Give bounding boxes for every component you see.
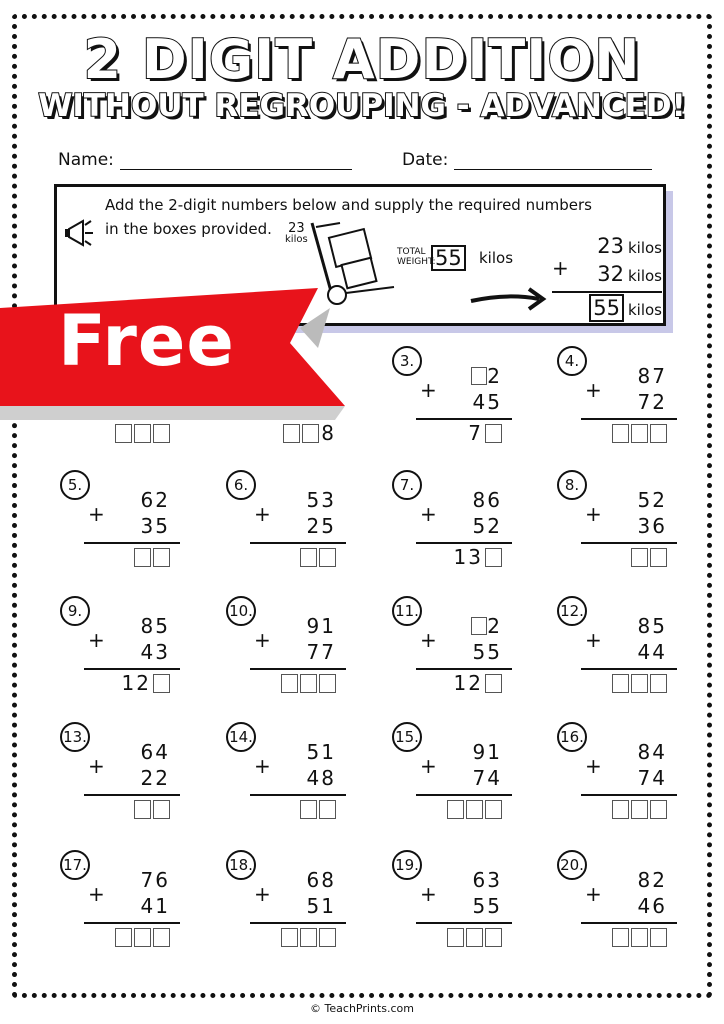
sum-line [581,794,677,796]
problem-18 [226,850,346,960]
answer-given-digits: 12 [121,671,151,695]
answer-box[interactable] [319,800,336,819]
sum-line [416,418,512,420]
answer-area [447,798,502,820]
plus-sign: + [88,754,105,778]
problem-top-addend [638,488,667,512]
problem-top-digits: 91 [306,614,336,638]
problem-7 [392,470,512,580]
problem-bottom-addend: 77 [306,640,336,664]
problem-top-digits: 62 [140,488,170,512]
plus-sign: + [585,628,602,652]
problem-number: 12. [557,596,587,626]
name-line[interactable] [120,152,352,170]
answer-box[interactable] [485,928,502,947]
answer-box[interactable] [153,424,170,443]
answer-box[interactable] [300,800,317,819]
problem-number: 11. [392,596,422,626]
answer-box[interactable] [281,674,298,693]
answer-box[interactable] [631,928,648,947]
problem-bottom-addend: 45 [472,390,502,414]
answer-area [612,798,667,820]
problem-number: 9. [60,596,90,626]
answer-box[interactable] [300,928,317,947]
problem-top-digits: 76 [140,868,170,892]
plus-sign: + [585,378,602,402]
answer-area [300,546,336,568]
problem-bottom-addend: 48 [306,766,336,790]
sum-line [581,922,677,924]
sum-line [250,668,346,670]
instruction-line2: in the boxes provided. [105,220,272,238]
problem-1 [60,346,180,456]
answer-box[interactable] [631,674,648,693]
problem-14 [226,722,346,832]
problem-bottom-addend: 41 [140,894,170,918]
problem-bottom-addend: 35 [140,514,170,538]
answer-box[interactable] [319,674,336,693]
problem-3 [392,346,512,456]
answer-area [134,546,170,568]
problem-top-digits: 87 [637,364,667,388]
date-line[interactable] [454,152,652,170]
problem-top-addend [471,364,502,388]
answer-box[interactable] [153,674,170,693]
plus-sign: + [420,628,437,652]
problem-number: 13. [60,722,90,752]
answer-box[interactable] [612,674,629,693]
problem-number: 16. [557,722,587,752]
answer-box[interactable] [650,674,667,693]
answer-box[interactable] [447,800,464,819]
free-ribbon-text: Free [58,300,235,382]
problem-bottom-addend: 74 [637,766,667,790]
cart-label-num: 23 [288,221,305,236]
problem-top-digits: 84 [637,740,667,764]
problem-top-digits: 68 [306,868,336,892]
answer-area [283,422,336,444]
problem-bottom-addend: 44 [637,640,667,664]
problem-top-digits: 2 [487,614,502,638]
answer-box[interactable] [631,800,648,819]
sum-line [84,668,180,670]
problem-top-digits: 85 [140,614,170,638]
problem-20 [557,850,677,960]
answer-box[interactable] [447,928,464,947]
plus-sign: + [254,628,271,652]
sum-line [416,668,512,670]
answer-area [115,926,170,948]
arrow-right-icon [467,283,547,313]
answer-box[interactable] [153,800,170,819]
plus-sign: + [88,628,105,652]
date-field [402,150,652,170]
problem-11 [392,596,512,706]
sum-line [581,418,677,420]
problem-top-addend [471,614,502,638]
problem-number: 14. [226,722,256,752]
cart-label-unit: kilos [285,234,308,245]
problem-bottom-addend: 36 [637,514,667,538]
example-top: 23 [597,234,624,258]
answer-area [468,422,502,444]
sum-line [581,668,677,670]
problem-top-addend [141,488,170,512]
plus-sign: + [88,882,105,906]
answer-box[interactable] [300,674,317,693]
answer-box[interactable] [466,928,483,947]
problem-number: 7. [392,470,422,500]
answer-box[interactable] [485,548,502,567]
problem-top-digits: 85 [637,614,667,638]
problem-number: 5. [60,470,90,500]
problem-top-addend [473,488,502,512]
problem-top-addend [307,488,336,512]
answer-box[interactable] [134,800,151,819]
answer-box[interactable] [115,424,132,443]
problem-top-addend [307,868,336,892]
problem-top-addend [307,740,336,764]
sum-line [416,794,512,796]
example-plus-sign: + [552,256,569,280]
answer-area [447,926,502,948]
answer-box[interactable] [650,928,667,947]
example-sum-line [552,291,662,293]
problem-number: 6. [226,470,256,500]
problem-top-digits: 91 [472,740,502,764]
answer-box[interactable] [302,424,319,443]
sum-line [84,922,180,924]
answer-box[interactable] [631,424,648,443]
problem-number: 19. [392,850,422,880]
problem-number: 8. [557,470,587,500]
answer-box[interactable] [650,424,667,443]
plus-sign: + [420,378,437,402]
problem-top-digits: 64 [140,740,170,764]
sum-line [581,542,677,544]
problem-2 [226,346,346,456]
answer-box[interactable] [319,928,336,947]
answer-box[interactable] [134,548,151,567]
problem-6 [226,470,346,580]
example-top-unit: kilos [627,239,662,257]
name-field [58,150,352,170]
answer-box[interactable] [153,928,170,947]
answer-box[interactable] [153,548,170,567]
answer-given-digits: 13 [453,545,483,569]
problem-bottom-addend: 52 [472,514,502,538]
megaphone-icon [63,211,103,251]
problem-number: 10. [226,596,256,626]
problem-top-addend [473,868,502,892]
sum-line [416,542,512,544]
problem-bottom-addend: 55 [472,640,502,664]
problem-bottom-addend: 72 [637,390,667,414]
problem-top-addend [638,614,667,638]
problem-top-addend [141,868,170,892]
answer-area [631,546,667,568]
answer-area [612,926,667,948]
problem-16 [557,722,677,832]
plus-sign: + [254,502,271,526]
plus-sign: + [88,502,105,526]
problem-number: 17. [60,850,90,880]
answer-box[interactable] [631,548,648,567]
plus-sign: + [420,502,437,526]
problem-number: 20. [557,850,587,880]
answer-box[interactable] [115,928,132,947]
answer-box[interactable] [300,548,317,567]
answer-area [454,672,502,694]
problem-number: 15. [392,722,422,752]
problem-top-addend [141,614,170,638]
example-problem [552,233,662,323]
answer-box[interactable] [134,928,151,947]
answer-box[interactable] [485,800,502,819]
problem-top-digits: 52 [637,488,667,512]
answer-box[interactable] [650,548,667,567]
problem-top-digits: 86 [472,488,502,512]
plus-sign: + [585,754,602,778]
footer-copyright: © TeachPrints.com [310,1002,414,1015]
problem-10 [226,596,346,706]
answer-box[interactable] [612,928,629,947]
total-weight-unit: kilos [479,249,514,267]
answer-given-digits: 8 [321,421,336,445]
plus-sign: + [585,882,602,906]
sum-line [84,794,180,796]
total-weight-label: TOTAL WEIGHT: [397,247,436,267]
problem-number: 18. [226,850,256,880]
example-answer-unit: kilos [627,301,662,319]
answer-box[interactable] [485,674,502,693]
answer-given-digits: 12 [453,671,483,695]
sum-line [250,794,346,796]
problem-9 [60,596,180,706]
answer-area [454,546,502,568]
missing-digit-box[interactable] [471,367,487,385]
problem-8 [557,470,677,580]
plus-sign: + [254,882,271,906]
problem-17 [60,850,180,960]
plus-sign: + [585,502,602,526]
answer-box[interactable] [612,800,629,819]
instruction-line1: Add the 2-digit numbers below and supply the required numbers [105,196,592,214]
problem-top-digits: 82 [637,868,667,892]
answer-box[interactable] [612,424,629,443]
answer-box[interactable] [283,424,300,443]
answer-box[interactable] [134,424,151,443]
date-label: Date: [402,150,449,170]
answer-area [612,422,667,444]
sum-line [416,922,512,924]
example-bottom: 32 [597,262,624,286]
problem-top-digits: 63 [472,868,502,892]
example-bottom-unit: kilos [627,267,662,285]
answer-box[interactable] [319,548,336,567]
answer-area [122,672,170,694]
problem-12 [557,596,677,706]
answer-area [115,422,170,444]
total-weight-value: 55 [431,245,466,271]
problem-bottom-addend: 74 [472,766,502,790]
answer-box[interactable] [485,424,502,443]
problem-top-addend [307,614,336,638]
answer-box[interactable] [281,928,298,947]
answer-box[interactable] [466,800,483,819]
answer-area [612,672,667,694]
problem-bottom-addend: 25 [306,514,336,538]
answer-given-digits: 7 [468,421,483,445]
problem-top-digits: 51 [306,740,336,764]
problem-top-addend [638,740,667,764]
answer-area [134,798,170,820]
page-title: 2 DIGIT ADDITION [83,28,641,91]
problem-bottom-addend: 55 [472,894,502,918]
sum-line [84,542,180,544]
problem-top-addend [638,364,667,388]
problem-top-addend [638,868,667,892]
problem-top-addend [141,740,170,764]
answer-area [300,798,336,820]
problem-top-digits: 53 [306,488,336,512]
answer-box[interactable] [650,800,667,819]
sum-line [250,922,346,924]
missing-digit-box[interactable] [471,617,487,635]
problem-bottom-addend: 51 [306,894,336,918]
plus-sign: + [254,754,271,778]
problem-number: 3. [392,346,422,376]
problem-bottom-addend: 22 [140,766,170,790]
plus-sign: + [420,882,437,906]
problem-4 [557,346,677,456]
problem-bottom-addend: 46 [637,894,667,918]
answer-area [281,672,336,694]
example-answer: 55 [589,294,624,322]
problem-19 [392,850,512,960]
answer-area [281,926,336,948]
page-subtitle: WITHOUT REGROUPING - ADVANCED! [38,88,686,124]
problem-number: 4. [557,346,587,376]
problem-13 [60,722,180,832]
plus-sign: + [420,754,437,778]
problem-top-addend [473,740,502,764]
problem-top-digits: 2 [487,364,502,388]
problem-bottom-addend: 43 [140,640,170,664]
sum-line [250,542,346,544]
problem-5 [60,470,180,580]
name-label: Name: [58,150,114,170]
problem-15 [392,722,512,832]
